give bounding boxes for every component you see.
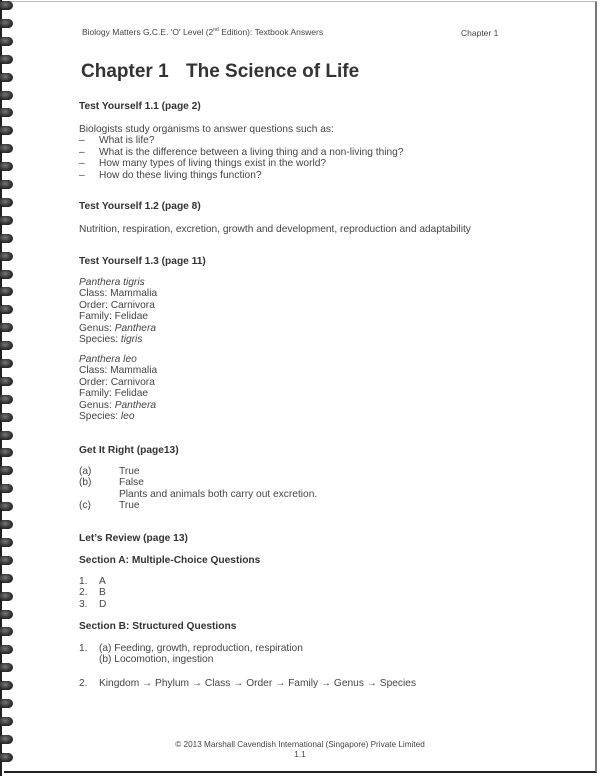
- spiral-coil: [0, 180, 13, 189]
- spiral-coil: [0, 55, 13, 64]
- list-item: – How do these living things function?: [79, 169, 262, 181]
- list-item: – How many types of living things exist in the world?: [79, 158, 327, 170]
- spiral-coil: [0, 305, 13, 314]
- spiral-coil: [0, 270, 13, 279]
- running-header-chapter: Chapter 1: [461, 28, 499, 38]
- chapter-number: Chapter 1: [81, 61, 169, 82]
- spiral-coil: [0, 574, 13, 583]
- structured-answer-1: 1. (a) Feeding, growth, reproduction, respiration (b) Locomotion, ingestion: [79, 643, 303, 666]
- spiral-coil: [0, 108, 13, 117]
- answer-row: (c) True: [79, 500, 140, 512]
- section-heading: Get It Right (page13): [79, 445, 179, 456]
- spiral-coil: [0, 216, 13, 225]
- spiral-coil: [0, 287, 13, 296]
- copyright-footer: © 2013 Marshall Cavendish International (Singapore) Private Limited: [175, 740, 425, 749]
- list-item: – What is life?: [79, 135, 155, 147]
- ty11-answer: [79, 124, 404, 181]
- spiral-coil: [0, 252, 13, 261]
- spiral-coil: [0, 377, 13, 386]
- answer-note: Plants and animals both carry out excretion.: [119, 488, 318, 500]
- spiral-coil: [0, 610, 13, 619]
- answer-row: 1. A: [79, 576, 106, 587]
- section-heading: Let’s Review (page 13): [79, 533, 188, 544]
- spiral-coil: [0, 91, 13, 100]
- mcq-answers: [79, 576, 106, 610]
- get-it-right-answers: [79, 466, 317, 512]
- spiral-coil: [0, 699, 13, 708]
- spiral-coil: [0, 663, 13, 672]
- ty12-answer: Nutrition, respiration, excretion, growth and development, reproduction and adaptability: [79, 224, 471, 235]
- spiral-coil: [0, 144, 13, 153]
- spiral-coil: [0, 126, 13, 135]
- running-header-title: Biology Matters G.C.E. 'O' Level (2nd Edition): Textbook Answers: [82, 27, 324, 37]
- spiral-coil: [0, 19, 13, 28]
- subsection-heading: Section A: Multiple-Choice Questions: [79, 555, 261, 566]
- spiral-coil: [0, 627, 13, 636]
- spiral-coil: [0, 484, 13, 493]
- structured-answer-2: 2. Kingdom → Phylum → Class → Order → Family → Genus → Species: [79, 678, 417, 689]
- answer-row: (b) False: [79, 477, 144, 489]
- spiral-coil: [0, 323, 13, 332]
- spiral-coil: [0, 395, 13, 404]
- spiral-coil: [0, 681, 13, 690]
- section-heading: Test Yourself 1.2 (page 8): [79, 201, 201, 212]
- spiral-coil: [0, 466, 13, 475]
- list-item: – What is the difference between a living thing and a non-living thing?: [79, 146, 404, 158]
- spiral-coil: [0, 37, 13, 46]
- intro-text: Biologists study organisms to answer questions such as:: [79, 124, 334, 135]
- page-title: [81, 61, 359, 83]
- spiral-coil: [0, 502, 13, 511]
- spiral-coil: [0, 198, 13, 207]
- spiral-coil: [0, 448, 13, 457]
- chapter-title: The Science of Life: [186, 61, 360, 82]
- spiral-coil: [0, 1, 13, 10]
- answer-row: 2. B: [79, 587, 106, 599]
- page-number: 1.1: [294, 750, 306, 759]
- spiral-coil: [0, 341, 13, 350]
- spiral-coil: [0, 645, 13, 654]
- spiral-coil: [0, 73, 13, 82]
- spiral-coil: [0, 717, 13, 726]
- spiral-coil: [0, 538, 13, 547]
- subsection-heading: Section B: Structured Questions: [79, 621, 237, 632]
- spiral-coil: [0, 520, 13, 529]
- spiral-coil: [0, 431, 13, 440]
- spiral-coil: [0, 359, 13, 368]
- section-heading: Test Yourself 1.1 (page 2): [79, 101, 201, 112]
- spiral-coil: [0, 234, 13, 243]
- answer-row: (a) True: [79, 466, 140, 477]
- classification-leo: Panthera leo Class: Mammalia Order: Carnivora Family: Felidae Genus: Panthera Species: leo: [79, 354, 158, 423]
- section-heading: Test Yourself 1.3 (page 11): [79, 256, 206, 267]
- spiral-coil: [0, 592, 13, 601]
- classification-tigris: Panthera tigris Class: Mammalia Order: Carnivora Family: Felidae Genus: Panthera Species: tigris: [79, 277, 158, 346]
- spiral-coil: [0, 162, 13, 171]
- spiral-coil: [0, 413, 13, 422]
- answer-row: 3. D: [79, 598, 107, 610]
- spiral-coil: [0, 556, 13, 565]
